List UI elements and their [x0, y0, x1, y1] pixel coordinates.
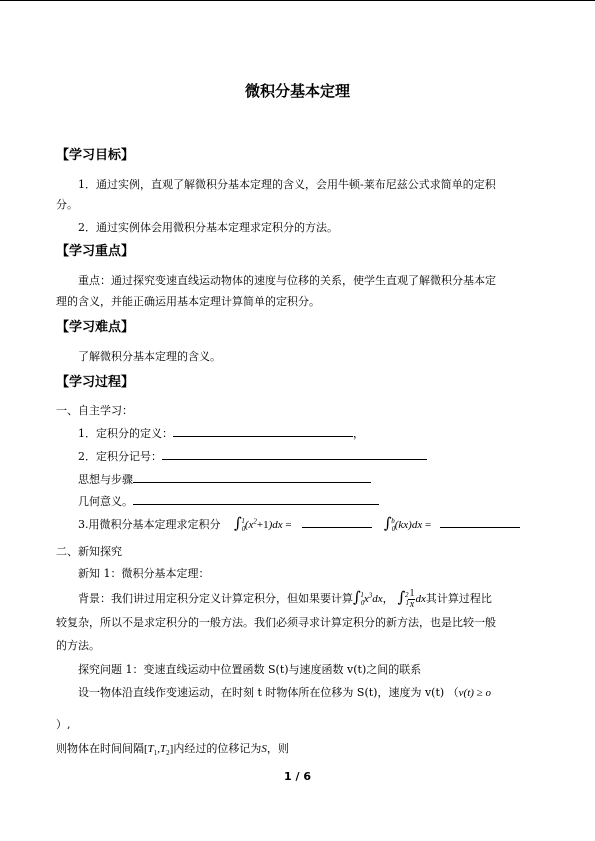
interval-line	[56, 740, 289, 757]
q5-int1-paren-open: (	[244, 519, 249, 531]
interval-t2: T	[160, 743, 167, 755]
bg-integral-2	[397, 587, 426, 610]
setup-line	[78, 684, 491, 700]
self-study-q4	[78, 493, 379, 509]
interval-comma: ,	[157, 743, 161, 755]
goal-item-2: 2．通过实例体会用微积分基本定理求定积分的方法。	[78, 221, 338, 234]
q5-int1-upper: 1	[241, 517, 245, 526]
integral-sign: ∫	[353, 588, 361, 606]
goal-item-1-line-1: 1．通过实例，直观了解微积分基本定理的含义，会用牛顿-莱布尼兹公式求简单的定积	[78, 178, 496, 191]
q5-int2-upper: b	[391, 517, 395, 526]
q5-int2-body: (kx)	[394, 519, 412, 531]
bg-int2-num: 1	[409, 587, 415, 599]
q2-label: 2．定积分记号：	[78, 450, 162, 463]
interval-text-start: 则物体在时间间隔	[56, 742, 144, 755]
q5-int2-eq: =	[422, 519, 432, 531]
bg-int1-sep: ，	[382, 593, 394, 605]
background-line-2: 较复杂，所以不是求定积分的一般方法。我们必须寻求计算定积分的新方法，也是比较一般	[56, 616, 496, 629]
interval-close: ]	[169, 743, 174, 755]
integral-sign: ∫	[383, 514, 392, 532]
bg-integral-1	[353, 588, 394, 608]
bg-text-end: 其计算过程比	[425, 592, 492, 605]
q5-label: 3.用微积分基本定理求定积分	[78, 518, 221, 531]
q5-int2-lower: 0	[391, 525, 396, 534]
q5-int1-lower: 0	[241, 525, 246, 534]
new-knowledge-k1: 新知 1：微积分基本定理：	[78, 567, 210, 580]
heading-goals: 【学习目标】	[56, 148, 135, 163]
explore-question-1: 探究问题 1：变速直线运动中位置函数 S(t)与速度函数 v(t)之间的联系	[78, 663, 422, 676]
interval-s-symbol: S	[261, 743, 267, 755]
q5-int1-paren-close: )	[268, 519, 273, 531]
heading-difficulties: 【学习难点】	[56, 320, 135, 335]
bg-int1-exp: 3	[368, 591, 373, 600]
background-line-1	[78, 588, 492, 610]
goal-item-1-line-2: 分。	[56, 198, 78, 211]
bg-int1-x: x	[363, 593, 369, 605]
interval-expr	[144, 743, 174, 758]
q1-end: ，	[353, 427, 364, 440]
self-study-q3	[78, 471, 371, 487]
q5-answer-blank-1[interactable]	[302, 516, 372, 528]
setup-text: 设一物体沿直线作变速运动，在时刻 t 时物体所在位移为 S(t)，速度为 v(t) （	[78, 686, 459, 699]
bg-int2-dx: dx	[415, 593, 426, 605]
q5-int1-plus-one: +1	[256, 519, 269, 531]
page-title: 微积分基本定理	[244, 82, 350, 100]
interval-text-end: ，则	[266, 742, 289, 755]
setup-continuation: ）,	[56, 718, 71, 731]
key-points-line-1: 重点：通过探究变速直线运动物体的速度与位移的关系，使学生直观了解微积分基本定	[78, 274, 496, 287]
q5-int2-dx: dx	[411, 519, 423, 531]
self-study-q1	[78, 425, 364, 441]
q5-answer-blank-2[interactable]	[440, 516, 520, 528]
integral-sign: ∫	[234, 514, 242, 532]
bg-int1-lower: 0	[360, 599, 365, 608]
interval-text-mid: 内经过的位移记为	[173, 742, 262, 755]
interval-s1: 1	[153, 749, 158, 758]
bg-int1-upper: 1	[360, 591, 364, 600]
q4-answer-blank[interactable]	[133, 493, 379, 505]
page-number: 1 / 6	[284, 770, 311, 783]
q3-label: 思想与步骤	[78, 473, 133, 486]
bg-int2-upper: 2	[404, 591, 409, 600]
key-points-line-2: 理的含义，并能正确运用基本定理计算简单的定积分。	[56, 295, 320, 308]
setup-expr: v(t) ≥ o	[458, 687, 491, 699]
q5-int1-x: x	[248, 519, 254, 531]
heading-process: 【学习过程】	[56, 375, 135, 390]
interval-s2: 2	[166, 749, 170, 758]
q5-int1-exp: 2	[253, 517, 257, 526]
self-study-title: 一、自主学习：	[56, 404, 133, 417]
heading-key-points: 【学习重点】	[56, 244, 135, 259]
bg-int2-den: x	[409, 598, 415, 610]
bg-int1-dx: dx	[372, 593, 383, 605]
bg-int2-lower: 1	[405, 599, 409, 608]
q3-answer-blank[interactable]	[133, 471, 371, 483]
self-study-q2	[78, 448, 427, 464]
new-knowledge-title: 二、新知探究	[56, 545, 122, 558]
difficulties-line-1: 了解微积分基本定理的含义。	[78, 350, 221, 363]
q1-answer-blank[interactable]	[173, 425, 353, 437]
interval-open: [	[144, 743, 148, 755]
integral-sign: ∫	[397, 588, 406, 606]
q4-label: 几何意义。	[78, 495, 133, 508]
q2-answer-blank[interactable]	[162, 448, 427, 460]
interval-t1: T	[147, 743, 154, 755]
bg-text-start: 背景：我们讲过用定积分定义计算定积分，但如果要计算	[78, 592, 353, 605]
q5-int1-eq: =	[282, 519, 292, 531]
q5-int1-dx: dx	[272, 519, 283, 531]
self-study-q5	[78, 514, 520, 533]
q5-integral-1	[234, 514, 294, 534]
q5-integral-2	[383, 514, 434, 534]
background-line-3: 的方法。	[56, 639, 100, 652]
q1-label: 1．定积分的定义：	[78, 427, 173, 440]
